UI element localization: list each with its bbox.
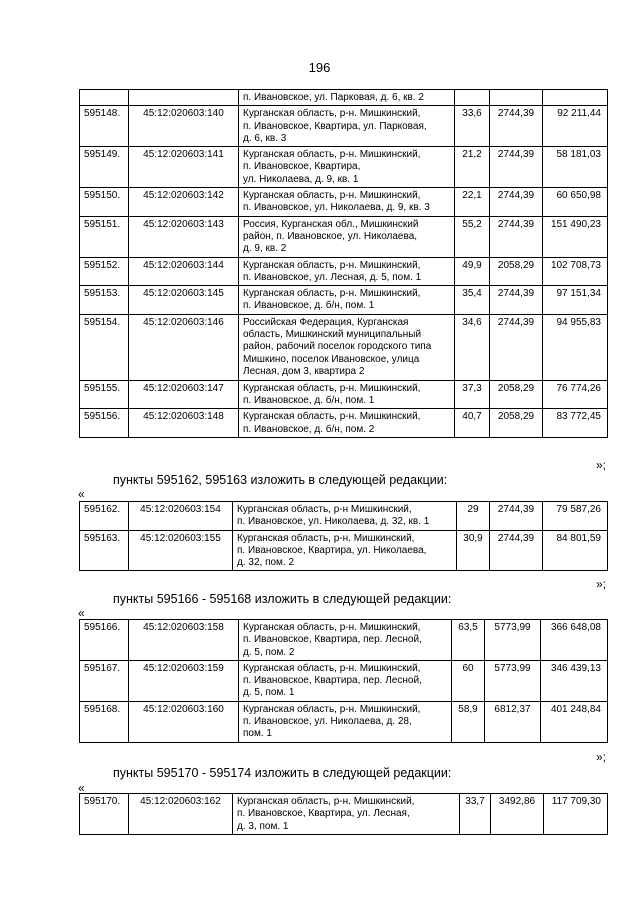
price-cell: 2744,39 [490, 216, 543, 257]
item-number-cell: 595154. [80, 314, 129, 380]
item-number-cell: 595152. [80, 257, 129, 286]
address-line: Мишкино, поселок Ивановское, улица [243, 353, 420, 365]
total-cell: 58 181,03 [543, 147, 608, 188]
address-line: Лесная, дом 3, квартира 2 [243, 365, 365, 377]
item-number-cell: 595162. [80, 502, 129, 531]
opening-quote: « [78, 781, 85, 795]
table-row [80, 216, 608, 257]
opening-quote: « [78, 606, 85, 620]
address-line: Курганская область, р-н Мишкинский, [237, 504, 412, 515]
price-cell: 2744,39 [490, 106, 543, 147]
item-number-cell: 595166. [80, 620, 129, 661]
price-cell: 2744,39 [490, 286, 543, 315]
address-line: п. Ивановское, Квартира, [243, 161, 361, 173]
price-cell: 2744,39 [490, 502, 543, 531]
cadastral-number-cell: 45:12:020603:162 [129, 794, 233, 835]
total-cell: 401 248,84 [541, 701, 608, 742]
address-line: район, п. Ивановское, ул. Николаева, [243, 230, 418, 242]
table-row [80, 530, 608, 571]
cadastral-number-cell: 45:12:020603:140 [129, 106, 239, 147]
price-cell: 3492,86 [491, 794, 544, 835]
item-number-cell: 595156. [80, 409, 129, 438]
cadastral-number-cell: 45:12:020603:143 [129, 216, 239, 257]
address-line: Курганская область, р-н. Мишкинский, [243, 259, 421, 271]
cadastral-number-cell: 45:12:020603:155 [129, 530, 233, 571]
address-line: район, рабочий поселок городского типа [243, 341, 432, 353]
table-row [80, 147, 608, 188]
total-cell: 79 587,26 [543, 502, 608, 531]
total-cell: 117 709,30 [544, 794, 608, 835]
table-row [80, 502, 608, 531]
area-cell: 55,2 [455, 216, 490, 257]
address-line: Курганская область, р-н. Мишкинский, [243, 382, 421, 394]
address-line: п. Ивановское, Квартира, ул. Парковая, [243, 120, 427, 132]
cadastral-number-cell: 45:12:020603:147 [129, 380, 239, 409]
area-cell: 60 [452, 660, 485, 701]
area-cell: 63,5 [452, 620, 485, 661]
total-cell: 102 708,73 [543, 257, 608, 286]
total-cell: 97 151,34 [543, 286, 608, 315]
address-line: Курганская область, р-н. Мишкинский, [243, 288, 421, 300]
item-number-cell [80, 90, 129, 106]
cadastral-number-cell: 45:12:020603:144 [129, 257, 239, 286]
item-number-cell: 595167. [80, 660, 129, 701]
area-cell: 34,6 [455, 314, 490, 380]
address-line: п. Ивановское, ул. Николаева, д. 32, кв. 1 [237, 516, 430, 528]
price-cell: 2744,39 [490, 314, 543, 380]
property-table-4 [79, 793, 608, 835]
address-line: Курганская область, р-н. Мишкинский, [237, 796, 415, 807]
property-table-1 [79, 89, 608, 438]
address-cell [233, 530, 457, 571]
edit-note: пункты 595166 - 595168 изложить в следующей редакции: [113, 592, 452, 606]
address-line: Россия, Курганская обл., Мишкинский [243, 218, 419, 230]
address-line: Курганская область, р-н. Мишкинский, [243, 411, 421, 423]
cadastral-number-cell: 45:12:020603:142 [129, 188, 239, 217]
total-cell: 366 648,08 [541, 620, 608, 661]
address-line: Курганская область, р-н. Мишкинский, [243, 149, 421, 161]
table-row [80, 286, 608, 315]
address-line: д. 6, кв. 3 [243, 132, 287, 144]
address-cell [239, 286, 455, 315]
price-cell: 2058,29 [490, 380, 543, 409]
address-line: д. 5, пом. 2 [243, 646, 295, 658]
price-cell: 2744,39 [490, 530, 543, 571]
total-cell [543, 90, 608, 106]
table-row [80, 794, 608, 835]
total-cell: 92 211,44 [543, 106, 608, 147]
price-cell: 6812,37 [485, 701, 541, 742]
table-row [80, 90, 608, 106]
address-cell [239, 216, 455, 257]
item-number-cell: 595148. [80, 106, 129, 147]
address-line: Российская Федерация, Курганская [243, 316, 409, 328]
address-line: Курганская область, р-н. Мишкинский, [237, 532, 415, 544]
table-row [80, 314, 608, 380]
address-line: д. 32, пом. 2 [237, 557, 295, 569]
closing-quote: »; [596, 750, 607, 764]
address-cell [239, 409, 455, 438]
price-cell: 5773,99 [485, 620, 541, 661]
address-line: п. Ивановское, Квартира, ул. Николаева, [237, 544, 427, 556]
total-cell: 84 801,59 [543, 530, 608, 571]
table-row [80, 660, 608, 701]
address-line: п. Ивановское, ул. Николаева, д. 9, кв. 3 [243, 202, 430, 214]
address-line: п. Ивановское, ул. Николаева, д. 28, [243, 716, 412, 728]
address-line: п. Ивановское, д. б/н, пом. 1 [243, 395, 375, 407]
cadastral-number-cell: 45:12:020603:154 [129, 502, 233, 531]
total-cell: 346 439,13 [541, 660, 608, 701]
table-row [80, 409, 608, 438]
item-number-cell: 595153. [80, 286, 129, 315]
area-cell: 58,9 [452, 701, 485, 742]
closing-quote: »; [596, 577, 607, 591]
total-cell: 83 772,45 [543, 409, 608, 438]
cadastral-number-cell: 45:12:020603:148 [129, 409, 239, 438]
opening-quote: « [78, 487, 85, 501]
price-cell: 2058,29 [490, 409, 543, 438]
address-line: пом. 1 [243, 728, 272, 740]
area-cell: 40,7 [455, 409, 490, 438]
address-cell [239, 147, 455, 188]
table-row [80, 257, 608, 286]
cadastral-number-cell: 45:12:020603:141 [129, 147, 239, 188]
address-cell [239, 106, 455, 147]
area-cell: 37,3 [455, 380, 490, 409]
address-line: д. 5, пом. 1 [243, 687, 295, 699]
total-cell: 151 490,23 [543, 216, 608, 257]
price-cell: 2744,39 [490, 188, 543, 217]
address-line: д. 3, пом. 1 [237, 820, 289, 832]
address-cell [239, 660, 452, 701]
item-number-cell: 595155. [80, 380, 129, 409]
address-cell [239, 188, 455, 217]
address-cell [239, 701, 452, 742]
address-line: п. Ивановское, Квартира, пер. Лесной, [243, 634, 422, 646]
cadastral-number-cell: 45:12:020603:160 [129, 701, 239, 742]
address-line: п. Ивановское, ул. Лесная, д. 5, пом. 1 [243, 271, 422, 283]
address-line: п. Ивановское, ул. Парковая, д. 6, кв. 2 [243, 92, 424, 103]
property-table-2 [79, 501, 608, 571]
address-line: п. Ивановское, д. б/н, пом. 2 [243, 423, 375, 435]
table-row [80, 620, 608, 661]
price-cell: 2058,29 [490, 257, 543, 286]
area-cell: 22,1 [455, 188, 490, 217]
address-line: Курганская область, р-н. Мишкинский, [243, 108, 421, 120]
cadastral-number-cell: 45:12:020603:158 [129, 620, 239, 661]
total-cell: 60 650,98 [543, 188, 608, 217]
item-number-cell: 595150. [80, 188, 129, 217]
address-line: ул. Николаева, д. 9, кв. 1 [243, 173, 359, 185]
area-cell: 33,6 [455, 106, 490, 147]
address-line: область, Мишкинский муниципальный [243, 329, 422, 341]
area-cell: 49,9 [455, 257, 490, 286]
area-cell: 33,7 [460, 794, 491, 835]
address-line: Курганская область, р-н. Мишкинский, [243, 703, 421, 715]
address-cell [239, 380, 455, 409]
address-line: д. 9, кв. 2 [243, 243, 287, 255]
address-cell [233, 502, 457, 531]
item-number-cell: 595149. [80, 147, 129, 188]
item-number-cell: 595163. [80, 530, 129, 571]
address-line: п. Ивановское, Квартира, ул. Лесная, [237, 808, 410, 820]
edit-note: пункты 595170 - 595174 изложить в следующей редакции: [113, 766, 452, 780]
address-line: Курганская область, р-н. Мишкинский, [243, 662, 421, 674]
price-cell: 2744,39 [490, 147, 543, 188]
cadastral-number-cell [129, 90, 239, 106]
property-table-3 [79, 619, 608, 743]
table-row [80, 701, 608, 742]
price-cell [490, 90, 543, 106]
address-cell [239, 90, 455, 106]
price-cell: 5773,99 [485, 660, 541, 701]
cadastral-number-cell: 45:12:020603:159 [129, 660, 239, 701]
table-row [80, 188, 608, 217]
total-cell: 94 955,83 [543, 314, 608, 380]
address-cell [239, 257, 455, 286]
address-cell [233, 794, 460, 835]
address-cell [239, 314, 455, 380]
item-number-cell: 595170. [80, 794, 129, 835]
item-number-cell: 595151. [80, 216, 129, 257]
total-cell: 76 774,26 [543, 380, 608, 409]
address-line: Курганская область, р-н. Мишкинский, [243, 622, 421, 633]
address-line: Курганская область, р-н. Мишкинский, [243, 190, 421, 202]
item-number-cell: 595168. [80, 701, 129, 742]
table-row [80, 380, 608, 409]
address-line: п. Ивановское, д. б/н, пом. 1 [243, 300, 375, 312]
table-row [80, 106, 608, 147]
area-cell: 35,4 [455, 286, 490, 315]
edit-note: пункты 595162, 595163 изложить в следующей редакции: [113, 473, 448, 487]
cadastral-number-cell: 45:12:020603:145 [129, 286, 239, 315]
area-cell [455, 90, 490, 106]
address-cell [239, 620, 452, 661]
page-number: 196 [308, 60, 331, 75]
address-line: п. Ивановское, Квартира, пер. Лесной, [243, 675, 422, 687]
closing-quote: »; [596, 458, 607, 472]
area-cell: 30,9 [457, 530, 490, 571]
area-cell: 29 [457, 502, 490, 531]
area-cell: 21,2 [455, 147, 490, 188]
cadastral-number-cell: 45:12:020603:146 [129, 314, 239, 380]
